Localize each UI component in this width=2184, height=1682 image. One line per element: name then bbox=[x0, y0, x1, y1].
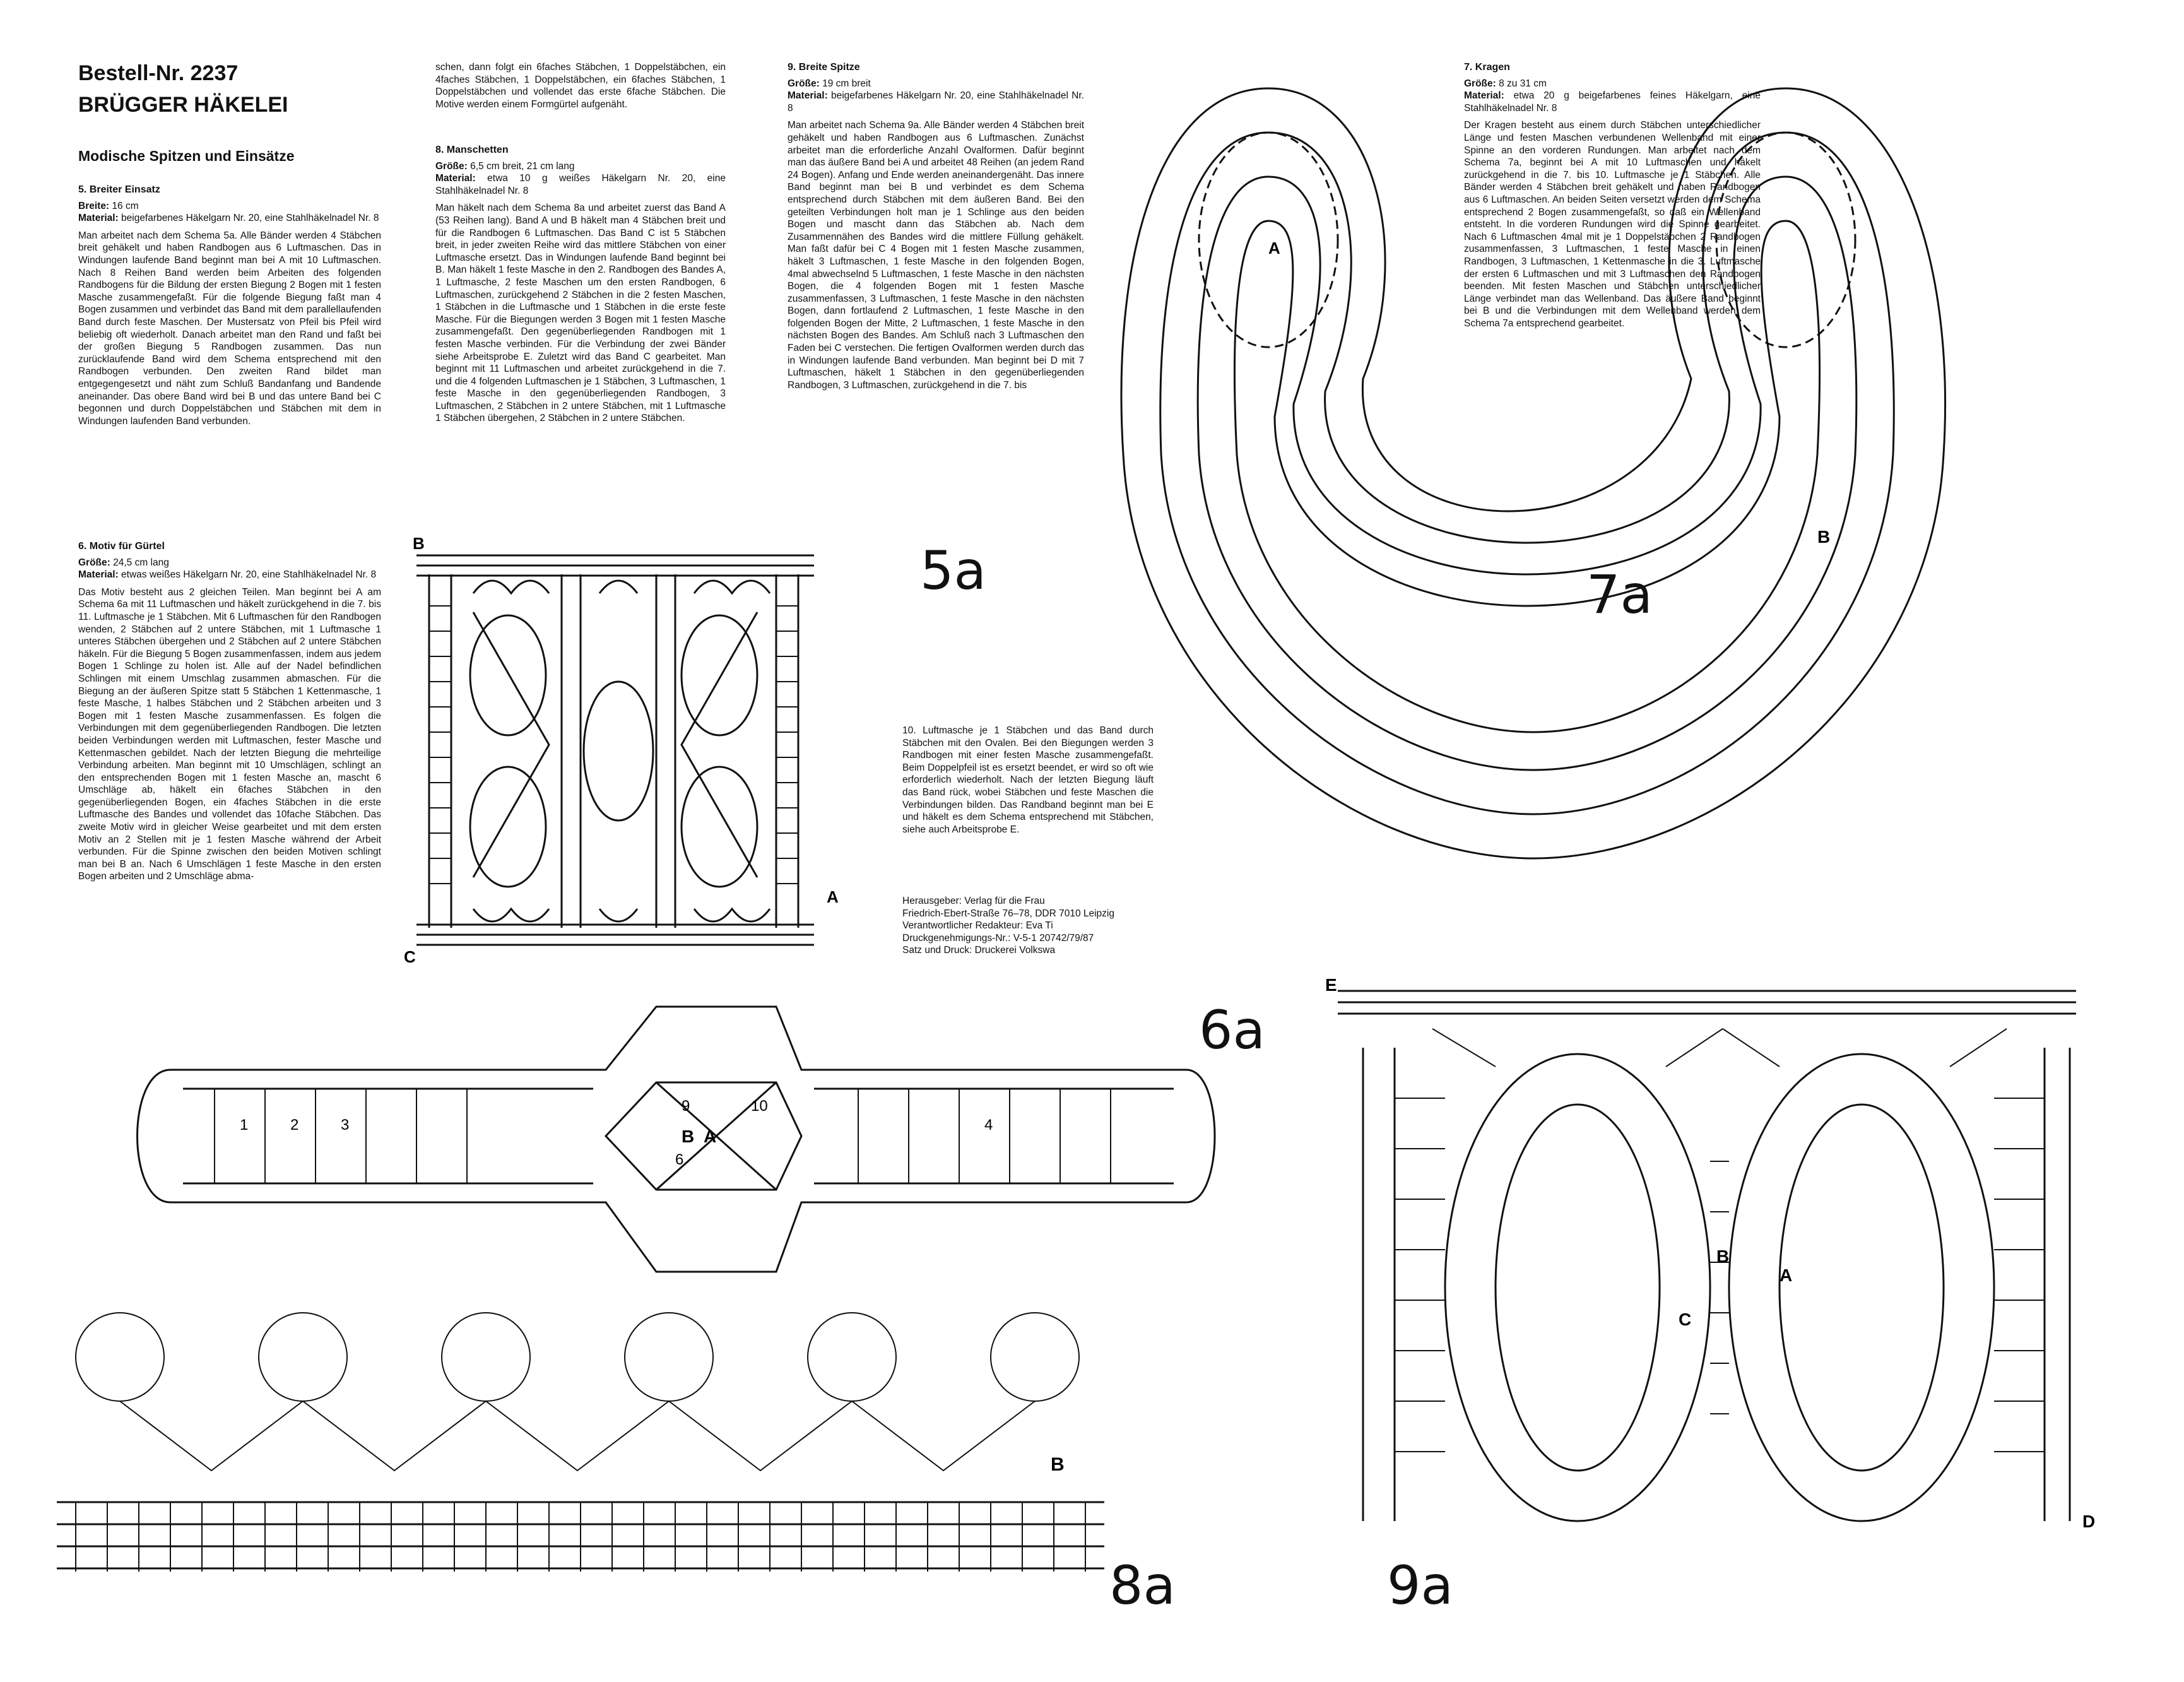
diagram-7a-chart bbox=[1121, 88, 1945, 858]
diagram-5a-chart bbox=[416, 555, 814, 945]
imprint bbox=[902, 895, 1167, 957]
size-label: Größe: bbox=[1464, 78, 1496, 89]
imprint-line: Druckgenehmigungs-Nr.: V-5-1 20742/79/87 bbox=[902, 932, 1094, 944]
section-6-continued bbox=[435, 61, 726, 110]
diagram-9a bbox=[1325, 972, 2139, 1553]
diagram-6a-chart bbox=[138, 1007, 1215, 1272]
section-9 bbox=[788, 61, 1084, 391]
imprint-line: Friedrich-Ebert-Straße 76–78, DDR 7010 Leipzig bbox=[902, 908, 1114, 919]
section-6-material bbox=[78, 569, 381, 581]
section-6 bbox=[78, 535, 381, 883]
material-label: Material: bbox=[1464, 90, 1504, 102]
section-8 bbox=[435, 139, 726, 425]
diagram-9a-chart bbox=[1338, 991, 2076, 1521]
size-value: 24,5 cm lang bbox=[110, 557, 169, 568]
size-value: 8 zu 31 cm bbox=[1496, 78, 1547, 89]
diagram-6a-number: 3 bbox=[341, 1116, 350, 1134]
section-6-body: Das Motiv besteht aus 2 gleichen Teilen. Man beginnt bei A am Schema 6a mit 11 Luftmaschen und häkelt zurückgehend in die 7. bis 11. Luftmasche je 1 Stäbchen. Mit 6 Luftmaschen für den Randbogen wenden, 2 Stäbchen auf 2 untere Stäbchen, mit 1 Luftmasche 1 unteres Stäbchen übergehen und 2 Stäbchen auf 2 untere Stäbchen häkeln. Für die Biegung 5 Bogen zusammenfassen, indem aus jedem Bogen 1 Schlinge zu holen ist. Alle auf der Nadel befindlichen Schlingen mit einem Umschlag zusammen abmaschen. Für die Biegung an der äußeren Spitze statt 5 Stäbchen 1 Kettenmasche, 1 feste Masche, 1 halbes Stäbchen und 2 Stäbchen arbeiten und 3 Bogen mit 1 festen Masche zusammenfassen. Es folgen die Verbindungen mit dem gegenüberliegenden Randbogen. Die letzten beiden Verbindungen werden mit Luftmaschen, fester Masche und Kettenmaschen gebildet. Nach der letzten Biegung die mehrteilige Verbindung arbeiten. Man beginnt mit 10 Umschlägen, schlingt an den entsprechenden Bogen mit 1 festen Masche an, mascht 6 Umschläge ab, häkelt ein 6faches Stäbchen in den gegenüberliegenden Bogen, ein 4faches Stäbchen in die erste Luftmasche des Bandes und vollendet das 10fache Stäbchen. Das zweite Motiv wird in gleicher Weise gearbeitet und mit dem ersten Motiv an 2 Stellen mit je 1 festen Masche während der Arbeit verbunden. Für die Spinne zwischen den beiden Motiven schlingt man bei B an. Nach 6 Umschlägen 1 feste Masche in den ersten Bogen arbeiten und 2 Umschläge abma- bbox=[78, 586, 381, 882]
diagram-6a-number: 10 bbox=[751, 1098, 768, 1115]
diagram-9a-letter-c: C bbox=[1679, 1310, 1692, 1329]
page-subtitle: Modische Spitzen und Einsätze bbox=[78, 148, 295, 164]
diagram-8a bbox=[32, 1294, 1117, 1597]
section-8-size bbox=[435, 160, 726, 173]
size-value: 16 cm bbox=[109, 200, 139, 211]
diagram-7a-letter-b: B bbox=[1817, 527, 1831, 547]
size-label: Größe: bbox=[435, 160, 468, 172]
material-value: etwas weißes Häkelgarn Nr. 20, eine Stahlhäkelnadel Nr. 8 bbox=[118, 569, 377, 581]
section-7-heading: 7. Kragen bbox=[1464, 62, 1510, 73]
material-label: Material: bbox=[78, 213, 119, 224]
section-9-size bbox=[788, 78, 1084, 90]
material-value: etwa 20 g beigefarbenes feines Häkelgarn, eine Stahlhäkelnadel Nr. 8 bbox=[1464, 90, 1761, 114]
imprint-line: Herausgeber: Verlag für die Frau bbox=[902, 896, 1045, 906]
section-8-body: Man häkelt nach dem Schema 8a und arbeitet zuerst das Band A (53 Reihen lang). Band A und B häkelt man 4 Stäbchen breit und für die Randbogen 6 Luftmaschen. Das Band C ist 5 Stäbchen breit, in jeder zweiten Reihe wird das mittlere Stäbchen von einer Luftmasche ersetzt. Das in Windungen laufende Band beginnt bei B. Man häkelt 1 feste Masche in den 2. Randbogen des Bandes A, 1 Luftmasche, 2 feste Maschen um den ersten Randbogen, 6 Luftmaschen, zurückgehend 2 Stäbchen in die 2 festen Maschen, 1 Stäbchen in die Luftmasche und 1 Stäbchen in die erste feste Masche. Für die Biegungen werden 3 Bogen mit 1 festen Masche zusammengefaßt. Den gegenüberliegenden Randbogen mit 1 festen Masche verbinden. Für die Verbindung der zwei Bänder siehe Arbeitsprobe E. Zuletzt wird das Band C gearbeitet. Man beginnt mit 11 Luftmaschen und arbeitet zurückgehend in die 7. und die 4 folgenden Luftmaschen je 1 Stäbchen, 3 Luftmaschen, 1 feste Masche in den gegenüberliegenden Randbogen, 3 Luftmaschen, 2 Stäbchen in 2 untere Stäbchen, mit 1 Luftmasche 1 Stäbchen übergehen, 2 Stäbchen in 2 untere Stäbchen. bbox=[435, 203, 726, 424]
material-label: Material: bbox=[788, 90, 828, 102]
diagram-9a-letter-d: D bbox=[2082, 1512, 2096, 1531]
material-value: etwa 10 g weißes Häkelgarn Nr. 20, eine Stahlhäkelnadel Nr. 8 bbox=[435, 173, 726, 196]
diagram-7a bbox=[1085, 63, 1994, 884]
size-label: Größe: bbox=[788, 78, 820, 89]
size-value: 6,5 cm breit, 21 cm lang bbox=[467, 160, 575, 172]
section-9-body: Man arbeitet nach Schema 9a. Alle Bänder werden 4 Stäbchen breit gehäkelt und haben Randbogen aus 6 Luftmaschen. Zunächst arbeitet man die erforderliche Anzahl Ovalformen. Dafür beginnt man das äußere Band bei A und arbeitet 48 Reihen (an jedem Rand 24 Bogen). Anfang und Ende werden aneinandergenäht. Das innere Band beginnt man bei B und verbindet es dem Schema entsprechend durch Stäbchen mit dem äußeren Band. Bei den geteilten Verbindungen holt man je 1 Schlinge aus den beiden Bogen und mascht dann das Stäbchen ab. Nach dem Zusammennähen des Bandes wird die mittlere Füllung gehäkelt. Man faßt dafür bei C 4 Bogen mit 1 festen Masche zusammen, häkelt 3 Luftmaschen, 1 feste Masche in den folgenden Bogen, 4mal abwechselnd 5 Luftmaschen, 1 feste Masche in den nächsten Bogen, die 4 folgenden Bogen mit 1 festen Masche zusammenfassen, 3 Luftmaschen, 1 feste Masche in den nächsten Bogen, dann fortlaufend 2 Luftmaschen, 1 feste Masche in den folgenden Bogen der Mitte, 2 Luftmaschen, 1 feste Masche in den nächsten Bogen des Bandes. Am Schluß nach 3 Luftmaschen den Faden bei C verstechen. Die fertigen Ovalformen werden durch das in Windungen laufende Band verbunden. Man beginnt bei D mit 7 Luftmaschen, häkelt 1 Stäbchen in den gegenüberliegenden Randbogen, 3 Luftmaschen, zurückgehend in die 7. bis bbox=[788, 120, 1084, 391]
diagram-5a-letter-c: C bbox=[404, 947, 416, 966]
imprint-line: Satz und Druck: Druckerei Volkswa bbox=[902, 945, 1056, 956]
diagram-9a-letter-b: B bbox=[1716, 1247, 1730, 1266]
material-value: beigefarbenes Häkelgarn Nr. 20, eine Stahlhäkelnadel Nr. 8 bbox=[788, 90, 1084, 114]
section-8-material bbox=[435, 172, 726, 197]
section-6-continued-body: schen, dann folgt ein 6faches Stäbchen, 1 Doppelstäbchen, ein 4faches Stäbchen, 1 Doppelstäbchen, ein 6faches Stäbchen, 1 Doppelstäbchen und vollendet das erste 6fache Stäbchen. Die Motive werden einem Formgürtel aufgenäht. bbox=[435, 62, 726, 110]
diagram-9a-letter-a: A bbox=[1780, 1265, 1793, 1285]
section-9-material bbox=[788, 90, 1084, 114]
diagram-5a-letter-b: B bbox=[413, 536, 425, 553]
section-5-body: Man arbeitet nach dem Schema 5a. Alle Bänder werden 4 Stäbchen breit gehäkelt und haben Randbogen aus 6 Luftmaschen. Das in Windungen laufende Band beginnt man bei A mit 10 Luftmaschen. Nach 8 Reihen Band werden beim Arbeiten des folgenden Randbogens für die Bildung der ersten Biegung 2 Bogen mit 1 festen Masche zusammengefaßt. Für die folgende Biegung faßt man 4 Bogen zusammen und verbindet das Band mit dem parallellaufenden Band durch feste Maschen. Der Mustersatz von Pfeil bis Pfeil wird beliebig oft wiederholt. Danach arbeitet man den Rand und faßt bei der großen Biegung 5 Randbogen zusammen. Das nun zurücklaufende Band wird dem Schema entsprechend mit den Randbogen verbunden. Den zweiten Rand bildet man entgegengesetzt und näht zum Schluß Bandanfang und Bandende aneinander. Das obere Band wird bei B und das untere Band bei C begonnen und durch Doppelstäbchen und Stäbchen mit dem in Windungen laufenden Band verbunden. bbox=[78, 230, 381, 427]
diagram-6a-number: 1 bbox=[240, 1116, 249, 1134]
section-5-size bbox=[78, 200, 381, 213]
section-9-heading: 9. Breite Spitze bbox=[788, 62, 860, 73]
diagram-9a-label: 9a bbox=[1387, 1555, 1453, 1616]
diagram-6a-number: 6 bbox=[675, 1151, 684, 1168]
size-label: Größe: bbox=[78, 557, 110, 568]
material-label: Material: bbox=[78, 569, 119, 581]
diagram-5a-letter-a: A bbox=[827, 887, 839, 906]
section-5-material bbox=[78, 212, 381, 225]
diagram-8a-letter-b: B bbox=[1051, 1454, 1065, 1475]
diagram-6a-letter-b: B bbox=[682, 1127, 695, 1146]
order-number: Bestell-Nr. 2237 bbox=[78, 61, 239, 85]
section-8-heading: 8. Manschetten bbox=[435, 145, 509, 155]
material-value: beigefarbenes Häkelgarn Nr. 20, eine Stahlhäkelnadel Nr. 8 bbox=[118, 213, 379, 224]
page-title: BRÜGGER HÄKELEI bbox=[78, 93, 288, 117]
diagram-5a-label: 5a bbox=[920, 540, 986, 601]
material-label: Material: bbox=[435, 173, 476, 184]
diagram-5a bbox=[404, 536, 883, 972]
diagram-9a-letter-e: E bbox=[1325, 975, 1337, 995]
diagram-7a-label: 7a bbox=[1586, 564, 1653, 625]
diagram-6a-label: 6a bbox=[1199, 999, 1265, 1061]
diagram-6a-letter-a: A bbox=[704, 1127, 717, 1146]
section-6-size bbox=[78, 557, 381, 569]
section-5-heading: 5. Breiter Einsatz bbox=[78, 184, 160, 195]
section-7-body: Der Kragen besteht aus einem durch Stäbchen unterschiedlicher Länge und festen Maschen verbundenen Wellenband mit einer Spinne an den vorderen Rundungen. Man arbeitet nach dem Schema 7a, beginnt bei A mit 10 Luftmaschen und häkelt zurückgehend in die 7. bis 10. Luftmasche je 1 Stäbchen. Alle Bänder werden 4 Stäbchen breit gehäkelt und haben Randbogen aus 6 Luftmaschen. An beiden Seiten versetzt werden dem Schema entsprechend 2 Bogen zusammengefaßt, so daß ein Wellenband entsteht. In die vorderen Rundungen wird die Spinne gearbeitet. Nach 6 Luftmaschen 4mal mit je 1 Doppelstäbchen 2 Randbogen zusammenfassen, 3 Luftmaschen, 1 feste Masche in einen Randbogen, 3 Luftmaschen, 1 Kettenmasche in die 3. Luftmasche der ersten 6 Luftmaschen und mit 3 Luftmaschen den Randbogen beenden. Mit festen Maschen und Stäbchen unterschiedlicher Länge verbindet man das Wellenband. Das äußere Band beginnt bei B und die Verbindungen mit dem Wellenband werden dem Schema 7a entsprechend gearbeitet. bbox=[1464, 120, 1761, 329]
section-9-continued-body: 10. Luftmasche je 1 Stäbchen und das Band durch Stäbchen mit den Ovalen. Bei den Biegungen werden 3 Randbogen mit einer festen Masche zusammengefaßt. Beim Doppelpfeil ist es ersetzt beendet, er wird so oft wie erforderlich wiederholt. Nach der letzten Biegung läuft das Band rück, wobei Stäbchen und feste Maschen die Verbindungen bilden. Das Randband beginnt man bei E und häkelt es dem Schema entsprechend mit Stäbchen, siehe auch Arbeitsprobe E. bbox=[902, 725, 1154, 835]
imprint-line: Verantwortlicher Redakteur: Eva Ti bbox=[902, 920, 1053, 932]
size-value: 19 cm breit bbox=[819, 78, 871, 89]
diagram-6a-number: 9 bbox=[682, 1098, 690, 1115]
diagram-6a-number: 2 bbox=[290, 1116, 299, 1134]
diagram-8a-label: 8a bbox=[1109, 1555, 1176, 1616]
section-6-heading: 6. Motiv für Gürtel bbox=[78, 541, 165, 552]
diagram-6a-number: 4 bbox=[984, 1116, 993, 1134]
diagram-7a-letter-a: A bbox=[1268, 239, 1280, 258]
section-5 bbox=[78, 179, 381, 427]
size-label: Breite: bbox=[78, 200, 110, 211]
diagram-6a bbox=[114, 994, 1224, 1281]
diagram-8a-chart bbox=[57, 1313, 1104, 1572]
